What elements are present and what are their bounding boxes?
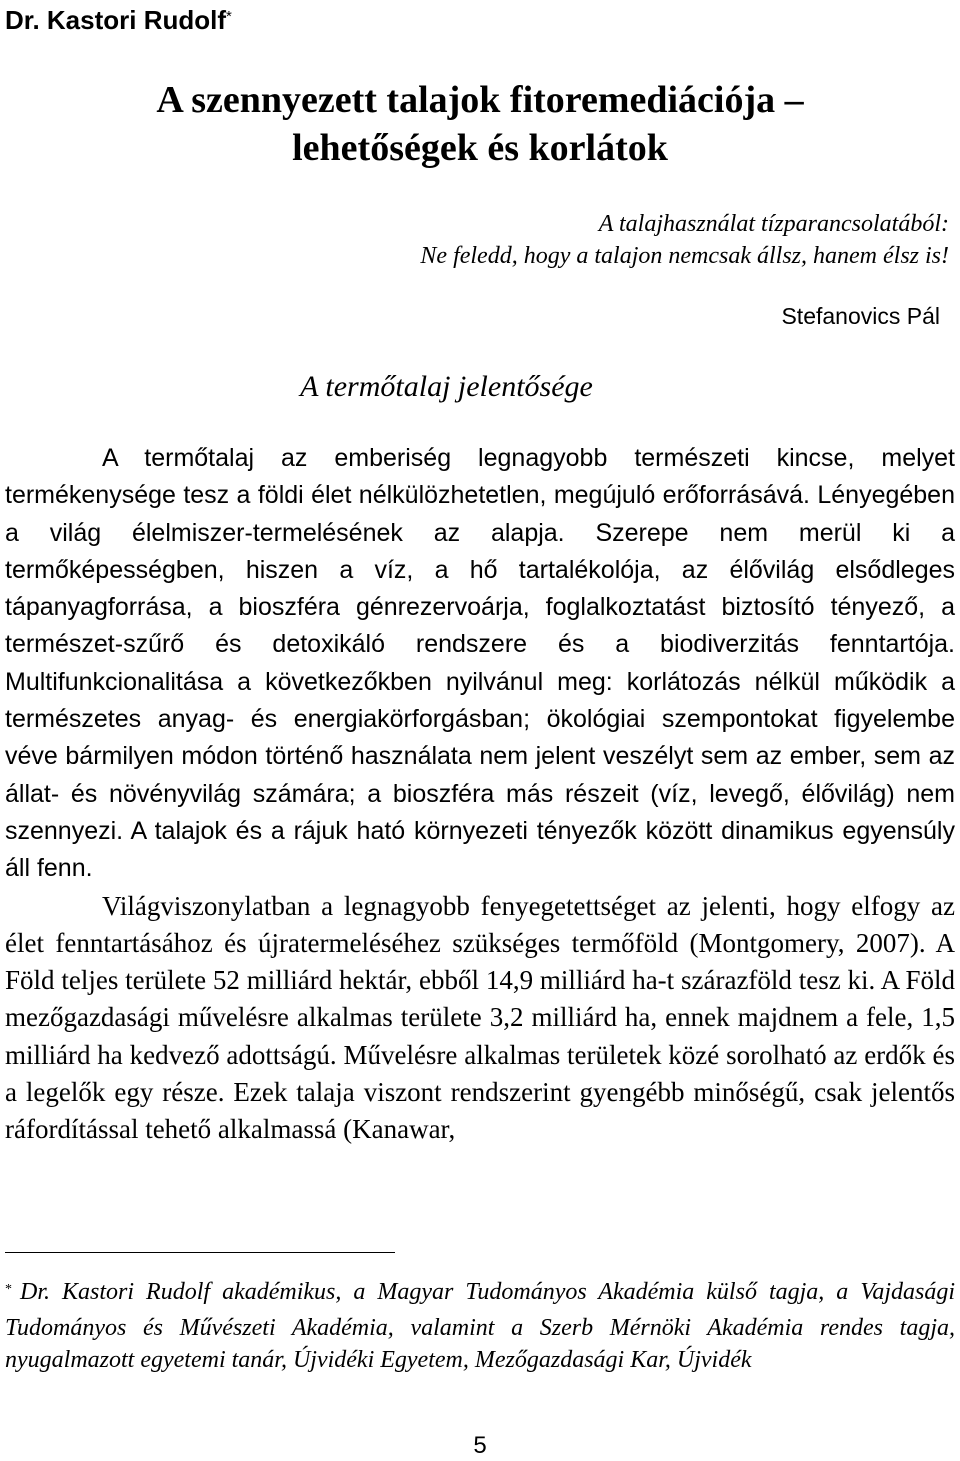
article-title — [60, 76, 900, 172]
paragraph-2: Világviszonylatban a legnagyobb fenyegetettséget az jelenti, hogy elfogy az élet fenntartásához és újratermeléséhez szükséges termőföld (Montgomery, 2007). A Föld teljes területe 52 milliárd hektár, ebből 14,9 milliárd ha-t szárazföld tesz ki. A Föld mezőgazdasági művelésre alkalmas területe 3,2 milliárd ha, ennek majdnem a fele, 1,5 milliárd ha kedvező adottságú. Művelésre alkalmas területek közé sorolható az erdők és a legelők egy része. Ezek talaja viszont rendszerint gyengébb minőségű, csak jelentős ráfordítással tehető alkalmassá (Kanawar, — [5, 890, 955, 1145]
author-name: Dr. Kastori Rudolf — [5, 5, 227, 35]
paragraph-1-serif-part: Szerepe nem merül ki a termőképességben, hiszen a víz, a hő tartalékolója, az élővilág elsődleges tápanyagforrása, a bioszféra génrezervoárja, foglalkoztatást biztosító tényező, a természet-szűrő és detoxikáló rendszere és a biodiverzitás fenntartója. Multifunkcionalitása a következőkben nyilvánul meg: korlátozás nélkül működik a természetes anyag- és energiakörforgásban; ökológiai szempontokat figyelembe véve bármilyen módon történő használata nem jelent veszélyt sem az ember, sem az állat- és növényvilág számára; a bioszféra más részeit (víz, levegő, élővilág) nem szennyezi. A talajok és a rájuk ható környezeti tényezők között dinamikus egyensúly áll fenn. — [5, 518, 955, 883]
motto — [420, 208, 949, 272]
footnote-separator — [5, 1252, 395, 1253]
footnote-text: Dr. Kastori Rudolf akadémikus, a Magyar Tudományos Akadémia külső tagja, a Vajdasági Tudományos és Művészeti Akadémia, valamint a Szerb Mérnöki Akadémia rendes tagja, nyugalmazott egyetemi tanár, Újvidéki Egyetem, Mezőgazdasági Kar, Újvidék — [5, 1279, 955, 1373]
article-title-line-1: A szennyezett talajok fitoremediációja – — [156, 79, 804, 121]
section-title: A termőtalaj jelentősége — [300, 370, 593, 403]
page-number: 5 — [473, 1432, 487, 1459]
footnote — [5, 1276, 955, 1376]
footnote-marker: * — [5, 1282, 12, 1297]
running-author — [5, 2, 232, 43]
motto-line-1: A talajhasználat tízparancsolatából: — [598, 211, 949, 237]
author-footnote-marker: * — [226, 8, 232, 25]
motto-line-2: Ne feledd, hogy a talajon nemcsak állsz, hanem élsz is! — [420, 243, 949, 269]
paragraph-1-sans-part: A termőtalaj az emberiség legnagyobb természeti kincse, melyet termékenysége tesz a földi élet nélkülözhetetlen, megújuló erőforrásává. Lényegében a világ élelmiszer-termelésének az alapja. — [5, 444, 955, 547]
paragraph-1 — [5, 440, 955, 888]
body-text — [5, 440, 955, 1149]
motto-author: Stefanovics Pál — [781, 303, 940, 329]
article-title-line-2: lehetőségek és korlátok — [292, 127, 668, 169]
